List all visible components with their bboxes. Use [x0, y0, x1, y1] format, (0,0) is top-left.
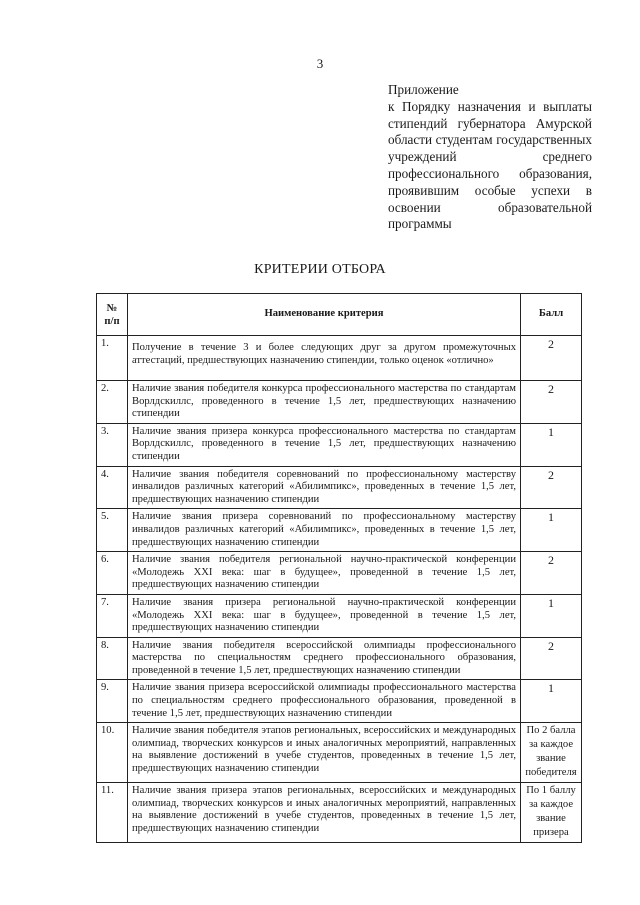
row-score: 2: [521, 336, 582, 381]
table-row: [97, 381, 582, 424]
row-score: 1: [521, 423, 582, 466]
appendix-text: к Порядку назначения и выплаты стипендий губернатора Амурской области студентам государственных учреждений среднего профессионального образования, проявившим особые успехи в освоении образовательной программы: [388, 98, 592, 232]
row-num: 10.: [97, 723, 128, 783]
page-number: 3: [316, 56, 324, 71]
row-score: 1: [521, 594, 582, 637]
row-criterion: Наличие звания призера региональной научно-практической конференции «Молодежь XXI века: шаг в будущее», проведенной в течение 1,5 лет, предшествующих назначению стипендии: [128, 594, 521, 637]
row-num: 1.: [97, 336, 128, 381]
appendix-block: [388, 82, 592, 233]
table-row: [97, 509, 582, 552]
table-row: [97, 594, 582, 637]
table-row: [97, 466, 582, 509]
row-num: 7.: [97, 594, 128, 637]
row-criterion: Наличие звания победителя всероссийской олимпиады профессионального мастерства по специальностям среднего профессионального образования, проведенной в течение 1,5 лет, предшествующих назначению стипендии: [128, 637, 521, 680]
row-score: 2: [521, 381, 582, 424]
row-criterion: Наличие звания призера конкурса профессионального мастерства по стандартам Ворлдскиллс, проведенного в течение 1,5 лет, предшествующих назначению стипендии: [128, 423, 521, 466]
header-score: Балл: [521, 294, 582, 336]
document-title: КРИТЕРИИ ОТБОРА: [254, 262, 386, 277]
table-row: [97, 336, 582, 381]
row-criterion: Получение в течение 3 и более следующих друг за другом промежуточных аттестаций, предшествующих назначению стипендии, только оценок «отлично»: [128, 336, 521, 381]
table-row: [97, 423, 582, 466]
header-num: № п/п: [97, 294, 128, 336]
table-row: [97, 723, 582, 783]
row-score: По 1 баллу за каждое звание призера: [521, 783, 582, 843]
header-name: Наименование критерия: [128, 294, 521, 336]
row-score: 1: [521, 680, 582, 723]
row-score: По 2 балла за каждое звание победителя: [521, 723, 582, 783]
row-criterion: Наличие звания победителя конкурса профессионального мастерства по стандартам Ворлдскиллс, проведенного в течение 1,5 лет, предшествующих назначению стипендии: [128, 381, 521, 424]
row-criterion: Наличие звания победителя этапов региональных, всероссийских и международных олимпиад, творческих конкурсов и иных аналогичных мероприятий, направленных на выявление достижений в учебе студентов, проведенных в течение 1,5 лет, предшествующих назначению стипендии: [128, 723, 521, 783]
table-row: [97, 637, 582, 680]
row-score: 2: [521, 552, 582, 595]
row-num: 4.: [97, 466, 128, 509]
criteria-table: [96, 293, 582, 843]
row-criterion: Наличие звания победителя региональной научно-практической конференции «Молодежь XXI века: шаг в будущее», проведенной в течение 1,5 лет, предшествующих назначению стипендии: [128, 552, 521, 595]
row-criterion: Наличие звания победителя соревнований по профессиональному мастерству инвалидов различных категорий «Абилимпикс», проведенных в течение 1,5 лет, предшествующих назначению стипендии: [128, 466, 521, 509]
row-score: 1: [521, 509, 582, 552]
row-criterion: Наличие звания призера соревнований по профессиональному мастерству инвалидов различных категорий «Абилимпикс», проведенных в течение 1,5 лет, предшествующих назначению стипендии: [128, 509, 521, 552]
row-criterion: Наличие звания призера этапов региональных, всероссийских и международных олимпиад, творческих конкурсов и иных аналогичных мероприятий, направленных на выявление достижений в учебе студентов, проведенных в течение 1,5 лет, предшествующих назначению стипендии: [128, 783, 521, 843]
appendix-heading: Приложение: [388, 82, 459, 97]
row-criterion: Наличие звания призера всероссийской олимпиады профессионального мастерства по специальностям среднего профессионального образования, проведенной в течение 1,5 лет, предшествующих назначению стипендии: [128, 680, 521, 723]
table-row: [97, 783, 582, 843]
row-num: 6.: [97, 552, 128, 595]
table-header-row: [97, 294, 582, 336]
row-num: 9.: [97, 680, 128, 723]
row-num: 5.: [97, 509, 128, 552]
row-num: 2.: [97, 381, 128, 424]
row-num: 11.: [97, 783, 128, 843]
row-score: 2: [521, 466, 582, 509]
row-score: 2: [521, 637, 582, 680]
row-num: 3.: [97, 423, 128, 466]
row-num: 8.: [97, 637, 128, 680]
table-row: [97, 552, 582, 595]
table-row: [97, 680, 582, 723]
